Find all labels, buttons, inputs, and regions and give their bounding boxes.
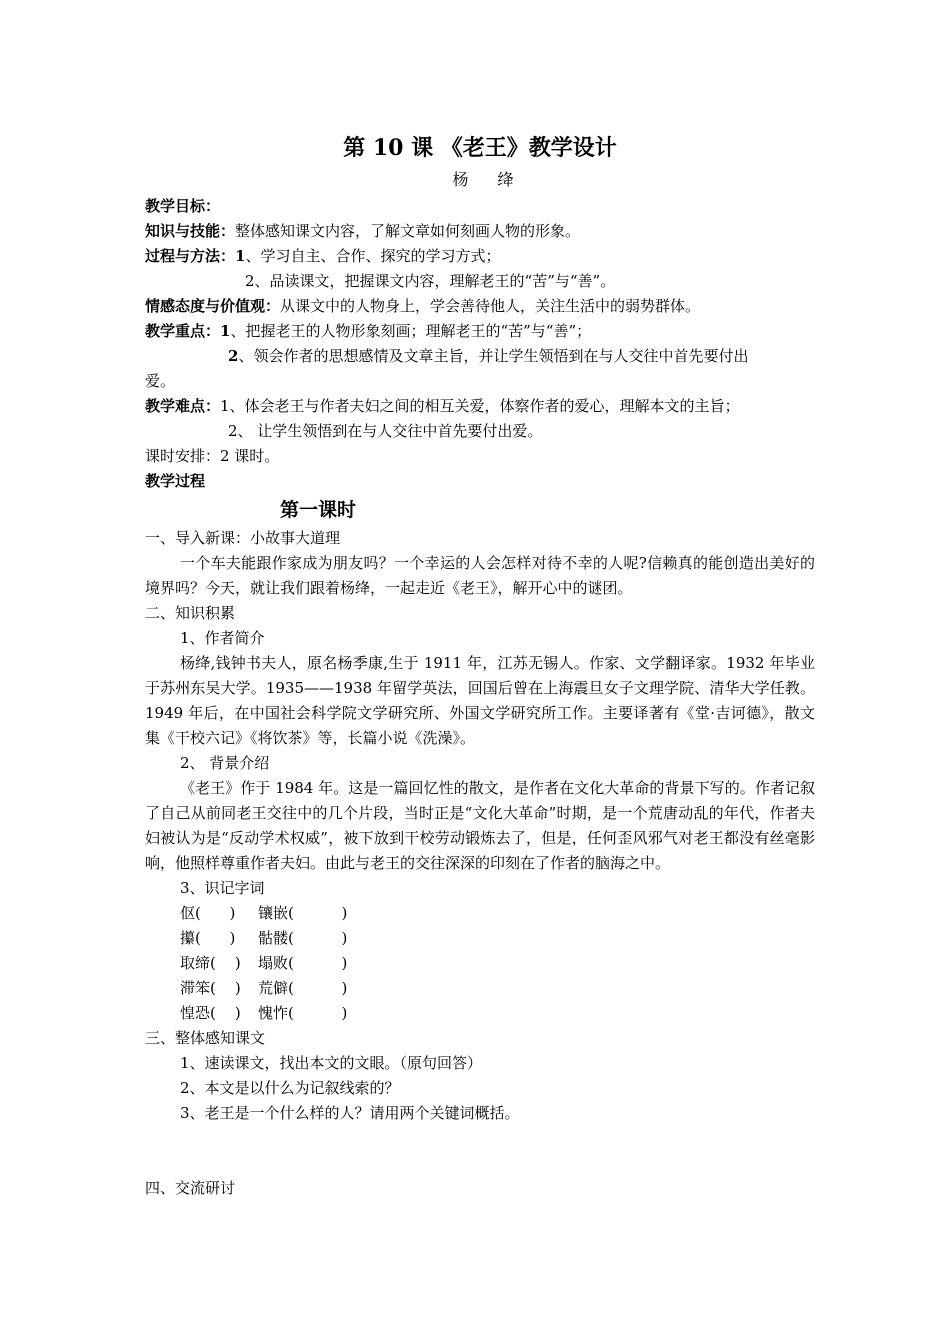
- process-label: 过程与方法：: [145, 247, 236, 265]
- process-heading: 教学过程: [145, 472, 206, 490]
- process-line: [145, 244, 815, 269]
- question-3: 3、老王是一个什么样的人？请用两个关键词概括。: [180, 1104, 520, 1122]
- section1-text: 一个车夫能跟作家成为朋友吗？一个幸运的人会怎样对待不幸的人呢?信赖真的能创造出美好的境界吗？今天，就让我们跟着杨绛，一起走近《老王》，解开心中的谜团。: [145, 554, 815, 597]
- question-2: 2、本文是以什么为记叙线索的？: [180, 1079, 400, 1097]
- author-intro-heading: 1、作者简介: [180, 629, 265, 647]
- section1-heading: 一、导入新课：小故事大道理: [145, 529, 341, 547]
- vocab-item: 滞笨( ): [180, 979, 241, 997]
- lesson1-heading: 第一课时: [280, 499, 357, 521]
- vocab-row: [145, 1001, 815, 1026]
- process-item1-text: 、学习自主、合作、探究的学习方式；: [245, 247, 501, 265]
- emotion-line: [145, 294, 815, 319]
- objectives-heading: 教学目标：: [145, 197, 221, 215]
- difficulty1-text: 1、体会老王与作者夫妇之间的相互关爱，体察作者的爱心，理解本文的主旨；: [220, 397, 740, 415]
- key-points-line: [145, 319, 815, 344]
- vocab-item: 愧怍( ): [258, 1004, 348, 1022]
- vocab-row: [145, 901, 815, 926]
- author-name: 杨 绛: [452, 170, 526, 189]
- difficulties-label: 教学难点：: [145, 397, 221, 415]
- key-point1-num: 1: [220, 322, 231, 340]
- knowledge-line: [145, 219, 815, 244]
- vocab-row: [145, 951, 815, 976]
- vocab-item: 伛( ): [180, 904, 236, 922]
- blank-space: [145, 1126, 815, 1176]
- knowledge-text: 整体感知课文内容，了解文章如何刻画人物的形象。: [235, 222, 581, 240]
- vocab-item: 骷髅( ): [258, 929, 348, 947]
- vocab-item: 塌败( ): [258, 954, 348, 972]
- key-point2-text: 、领会作者的思想感情及文章主旨，并让学生领悟到在与人交往中首先要付出: [238, 347, 749, 365]
- vocab-item: 惶恐( ): [180, 1004, 241, 1022]
- key-point2-line: [145, 344, 815, 369]
- emotion-label: 情感态度与价值观：: [145, 297, 281, 315]
- vocab-row: [145, 926, 815, 951]
- key-point2-num: 2: [228, 347, 239, 365]
- knowledge-label: 知识与技能：: [145, 222, 236, 240]
- background-heading: 2、 背景介绍: [180, 754, 270, 772]
- vocab-item: 攥( ): [180, 929, 236, 947]
- document-page: [145, 130, 815, 1201]
- vocab-item: 镶嵌( ): [258, 904, 348, 922]
- key-point1-text: 、把握老王的人物形象刻画；理解老王的“苦”与“善”；: [230, 322, 592, 340]
- schedule-text: 课时安排：2 课时。: [145, 447, 280, 465]
- key-point2-continuation: 爱。: [145, 372, 176, 390]
- background-text: 《老王》作于 1984 年。这是一篇回忆性的散文，是作者在文化大革命的背景下写的。作者记叙了自己从前同老王交往中的几个片段，当时正是“文化大革命”时期，是一个荒唐动乱的年代，作者夫妇被认为是“反动学术权威”，被下放到干校劳动锻炼去了，但是，任何歪风邪气对老王都没有丝毫影响，他照样尊重作者夫妇。由此与老王的交往深深的印刻在了作者的脑海之中。: [145, 779, 815, 872]
- vocab-item: 取缔( ): [180, 954, 241, 972]
- difficulty2-text: 2、 让学生领悟到在与人交往中首先要付出爱。: [228, 422, 543, 440]
- vocab-row: [145, 976, 815, 1001]
- document-title: 第 10 课 《老王》教学设计: [343, 135, 617, 161]
- question-1: 1、速读课文，找出本文的文眼。（原句回答）: [180, 1054, 483, 1072]
- process-item2: 2、品读课文，把握课文内容，理解老王的“苦”与“善”。: [245, 272, 616, 290]
- process-item1-num: 1: [235, 247, 246, 265]
- vocab-heading: 3、识记字词: [180, 879, 265, 897]
- section4-heading: 四、交流研讨: [145, 1179, 236, 1197]
- author-intro-text: 杨绛,钱钟书夫人，原名杨季康,生于 1911 年，江苏无锡人。作家、文学翻译家。1932 年毕业于苏州东吴大学。1935——1938 年留学英法，回国后曾在上海震旦女子文理学院、清华大学任教。1949 年后，在中国社会科学院文学研究所、外国文学研究所工作。主要译著有《堂·吉诃德》，散文集《干校六记》《将饮茶》等，长篇小说《洗澡》。: [145, 654, 815, 747]
- emotion-text: 从课文中的人物身上，学会善待他人，关注生活中的弱势群体。: [280, 297, 701, 315]
- difficulties-line: [145, 394, 815, 419]
- section2-heading: 二、知识积累: [145, 604, 236, 622]
- section3-heading: 三、整体感知课文: [145, 1029, 266, 1047]
- key-points-label: 教学重点：: [145, 322, 221, 340]
- vocab-item: 荒僻( ): [258, 979, 348, 997]
